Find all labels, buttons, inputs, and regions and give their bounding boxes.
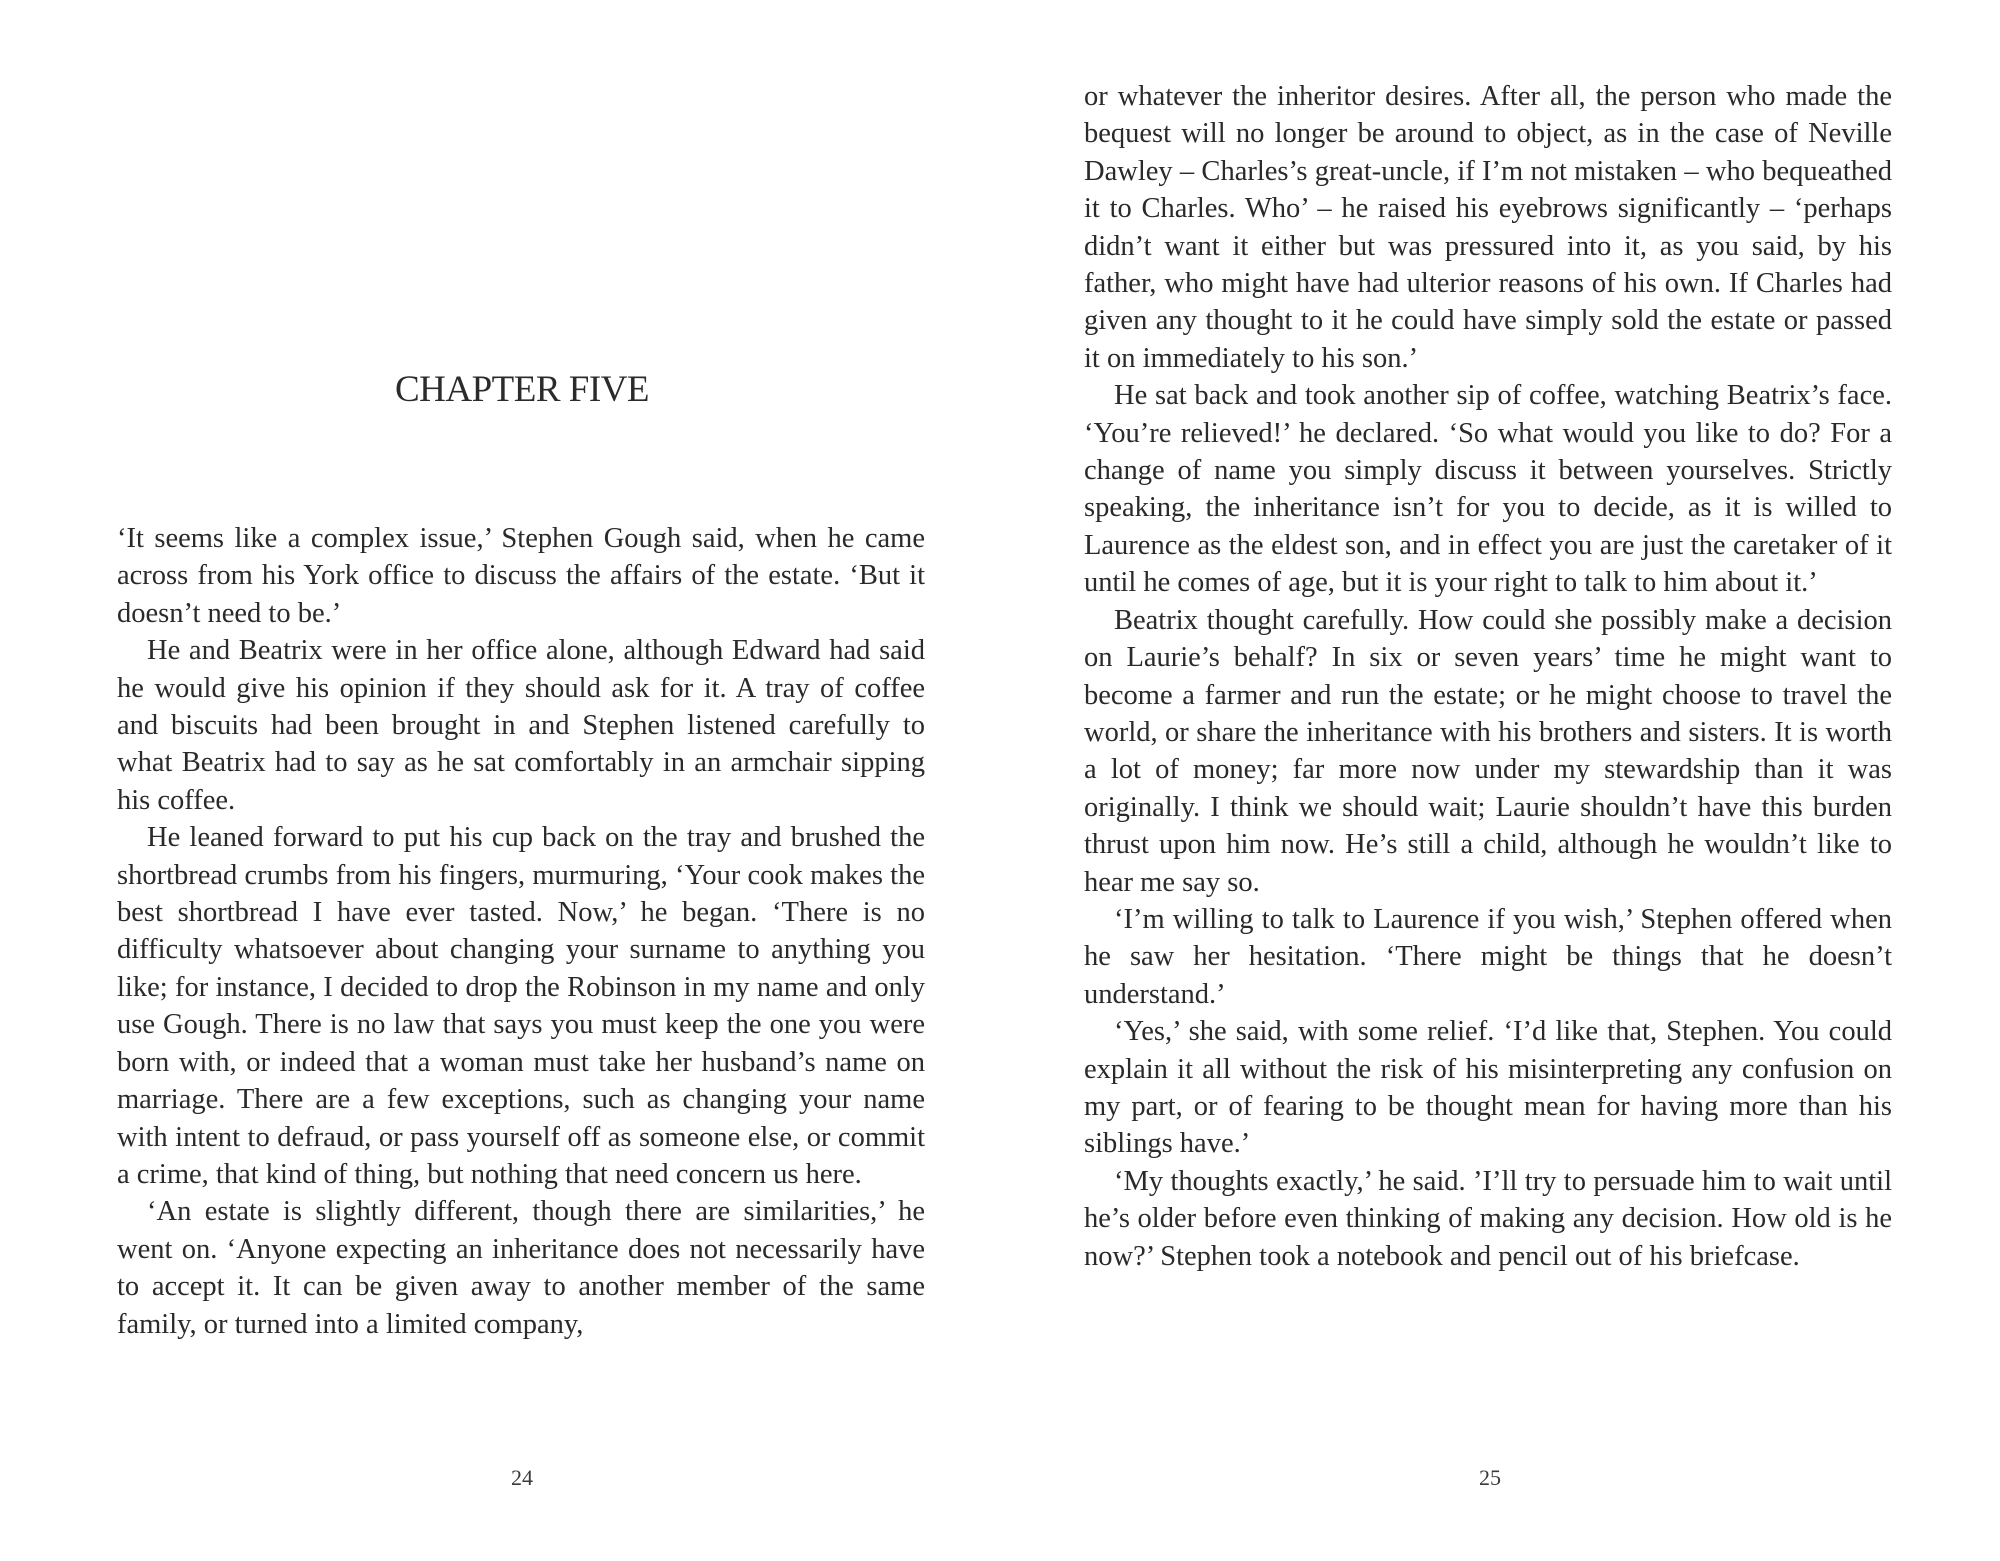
right-page-text bbox=[1084, 78, 1892, 1275]
paragraph: Beatrix thought carefully. How could she possibly make a decision on Laurie’s behalf? In six or seven years’ time he might want to become a farmer and run the estate; or he might choose to travel the world, or share the inheritance with his brothers and sisters. It is worth a lot of money; far more now under my stewardship than it was originally. I think we should wait; Laurie shouldn’t have this burden thrust upon him now. He’s still a child, although he wouldn’t like to hear me say so. bbox=[1084, 604, 1892, 898]
paragraph: ‘It seems like a complex issue,’ Stephen Gough said, when he came across from his York office to discuss the affairs of the estate. ‘But it doesn’t need to be.’ bbox=[117, 523, 925, 629]
page-number: 25 bbox=[1479, 1465, 1501, 1490]
left-page-text bbox=[117, 520, 925, 1343]
paragraph: ‘An estate is slightly different, though there are similarities,’ he went on. ‘Anyone expecting an inheritance does not necessarily have to accept it. It can be given away to another member of the same family, or turned into a limited company, bbox=[117, 1196, 925, 1340]
right-page bbox=[1000, 0, 2000, 1561]
paragraph: ‘My thoughts exactly,’ he said. ’I’ll try to persuade him to wait until he’s older before even thinking of making any decision. How old is he now?’ Stephen took a notebook and pencil out of his briefcase. bbox=[1084, 1165, 1892, 1272]
paragraph: ‘Yes,’ she said, with some relief. ‘I’d like that, Stephen. You could explain it all without the risk of his misinterpreting any confusion on my part, or of fearing to be thought mean for having more than his siblings have.’ bbox=[1084, 1016, 1892, 1160]
paragraph: ‘I’m willing to talk to Laurence if you wish,’ Stephen offered when he saw her hesitation. ‘There might be things that he doesn’t understand.’ bbox=[1084, 903, 1892, 1010]
page-number: 24 bbox=[511, 1465, 533, 1490]
chapter-title: CHAPTER FIVE bbox=[394, 369, 650, 410]
paragraph: He sat back and took another sip of coffee, watching Beatrix’s face. ‘You’re relieved!’ he declared. ‘So what would you like to do? For a change of name you simply discuss it between yourselves. Strictly speaking, the inheritance isn’t for you to decide, as it is willed to Laurence as the eldest son, and in effect you are just the caretaker of it until he comes of age, but it is your right to talk to him about it.’ bbox=[1084, 380, 1892, 599]
paragraph: He and Beatrix were in her office alone, although Edward had said he would give his opinion if they should ask for it. A tray of coffee and biscuits had been brought in and Stephen listened carefully to what Beatrix had to say as he sat comfortably in an armchair sipping his coffee. bbox=[117, 635, 925, 816]
paragraph: or whatever the inheritor desires. After all, the person who made the bequest will no longer be around to object, as in the case of Neville Dawley – Charles’s great-uncle, if I’m not mistaken – who bequeathed it to Charles. Who’ – he raised his eyebrows significantly – ‘perhaps didn’t want it either but was pressured into it, as you said, by his father, who might have had ulterior reasons of his own. If Charles had given any thought to it he could have simply sold the estate or passed it on immediately to his son.’ bbox=[1084, 81, 1892, 374]
paragraph: He leaned forward to put his cup back on the tray and brushed the shortbread crumbs from his fingers, murmuring, ‘Your cook makes the best shortbread I have ever tasted. Now,’ he began. ‘There is no difficulty whatsoever about changing your surname to anything you like; for instance, I decided to drop the Robinson in my name and only use Gough. There is no law that says you must keep the one you were born with, or indeed that a woman must take her husband’s name on marriage. There are a few exceptions, such as changing your name with intent to defraud, or pass yourself off as someone else, or commit a crime, that kind of thing, but nothing that need concern us here. bbox=[117, 822, 925, 1190]
